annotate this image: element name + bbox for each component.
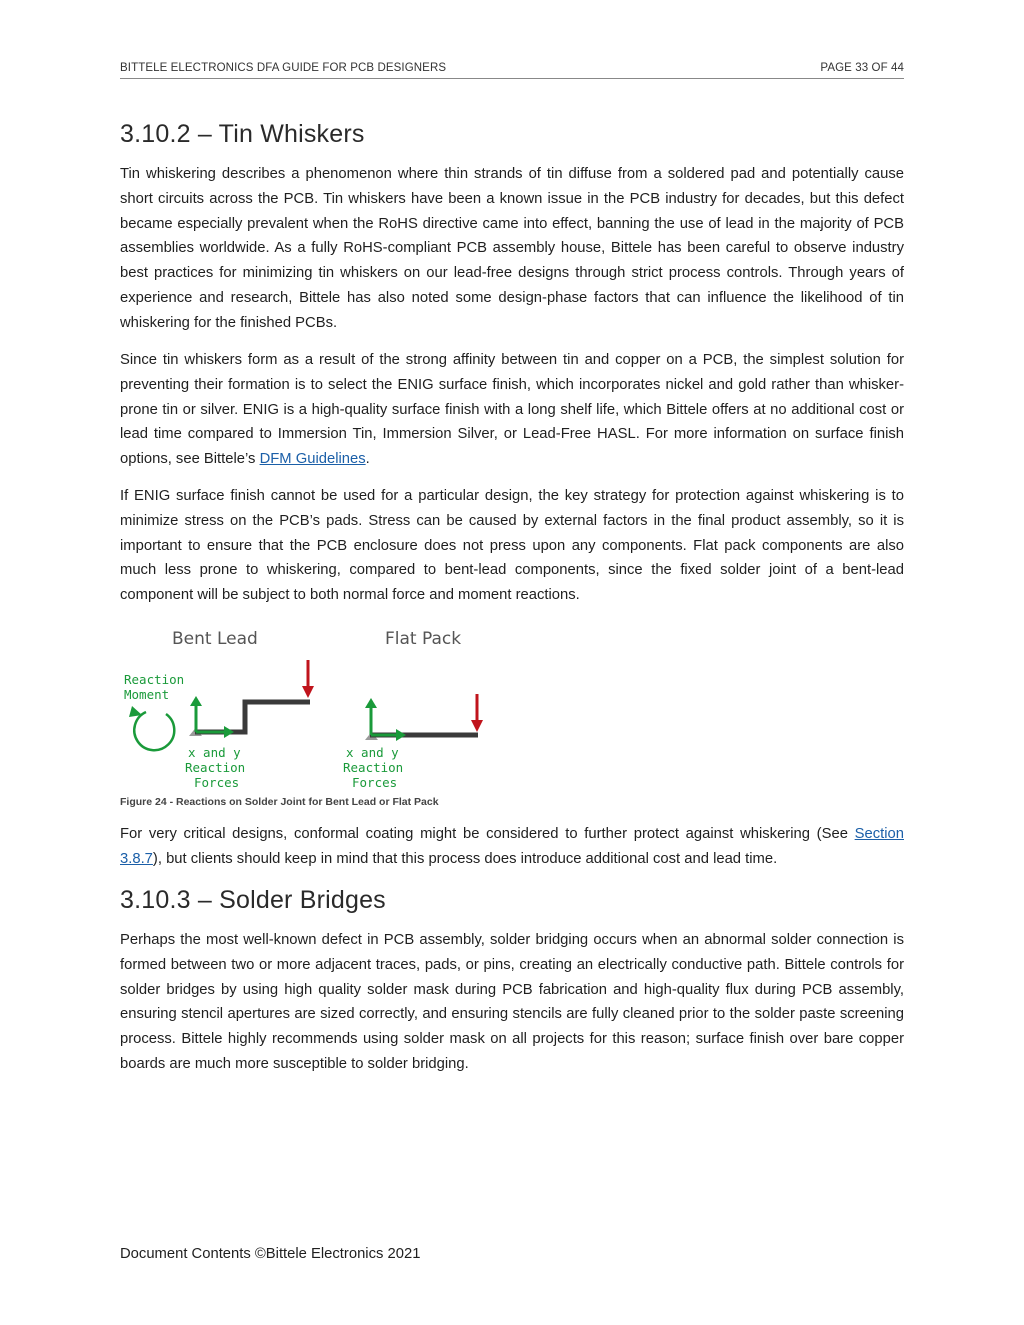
moment-arc	[134, 712, 174, 750]
page-number	[820, 62, 904, 74]
tin-paragraph-4	[120, 822, 904, 872]
bent-y-arrow-head	[190, 696, 202, 706]
flat-forces-2: Reaction	[343, 760, 404, 775]
tin-paragraph-2	[120, 348, 904, 472]
header-title: BITTELE ELECTRONICS DFA GUIDE FOR PCB DESIGNERS	[120, 62, 447, 74]
reactions-diagram	[120, 622, 500, 792]
page-prefix: PAGE	[820, 62, 852, 74]
bent-forces-1: x and y	[188, 745, 241, 760]
flat-load-arrow-head	[471, 720, 483, 732]
page-total: 44	[891, 62, 904, 74]
bent-forces-2: Reaction	[185, 760, 246, 775]
label-reaction-moment-1: Reaction	[124, 672, 185, 687]
dfm-guidelines-link[interactable]: DFM Guidelines	[259, 451, 366, 468]
label-reaction-moment-2: Moment	[124, 687, 170, 702]
label-flat-pack: Flat Pack	[385, 629, 462, 649]
bridges-paragraph-1: Perhaps the most well-known defect in PCB assembly, solder bridging occurs when an abnormal solder connection is formed between two or more adjacent traces, pads, or pins, creating an electrically conductive path. Bittele controls for solder bridges by using high quality solder mask during PCB fabrication and high-quality flux during PCB assembly, ensuring stencil apertures are sized correctly, and ensuring stencils are fully cleaned prior to the solder paste screening process. Bittele highly recommends using solder mask on all projects for this reason; surface finish over bare copper boards are much more susceptible to solder bridging.	[120, 932, 904, 1072]
page-header	[120, 62, 904, 79]
label-bent-lead: Bent Lead	[172, 629, 258, 649]
tin-paragraph-2-text: Since tin whiskers form as a result of the strong affinity between tin and copper on a PCB, the simplest solution for preventing their formation is to select the ENIG surface finish, which incorporates nickel and gold rather than whisker-prone tin or silver. ENIG is a high-quality surface finish with a long shelf life, which Bittele offers at no additional cost or lead time compared to Immersion Tin, Immersion Silver, or Lead-Free HASL. For more information on surface finish options, see Bittele’s	[120, 352, 904, 468]
page-current: 33	[855, 62, 869, 74]
figure-caption: Figure 24 - Reactions on Solder Joint for Bent Lead or Flat Pack	[120, 796, 439, 808]
tin-paragraph-2-end: .	[365, 451, 370, 468]
tin-paragraph-3: If ENIG surface finish cannot be used for a particular design, the key strategy for protection against whiskering is to minimize stress on the PCB’s pads. Stress can be caused by external factors in the final product assembly, so it is important to ensure that the PCB enclosure does not press upon any components. Flat pack components are also much less prone to whiskering, compared to bent-lead components, since the fixed solder joint of a bent-lead component will be subject to both normal force and moment reactions.	[120, 488, 904, 604]
tin-paragraph-4-end: ), but clients should keep in mind that this process does introduce additional cost and lead time.	[152, 850, 778, 867]
bent-lead-shape	[195, 702, 310, 732]
flat-y-arrow-head	[365, 698, 377, 708]
section-title-tin-whiskers: 3.10.2 – Tin Whiskers	[120, 120, 365, 148]
reactions-figure	[120, 622, 500, 792]
bent-load-arrow-head	[302, 686, 314, 698]
section-title-solder-bridges: 3.10.3 – Solder Bridges	[120, 886, 386, 914]
page-footer: Document Contents ©Bittele Electronics 2021	[120, 1246, 421, 1262]
flat-x-arrow-head	[396, 729, 406, 741]
tin-paragraph-4-text: For very critical designs, conformal coating might be considered to further protect against whiskering (See	[120, 826, 855, 842]
page-of: OF	[871, 62, 888, 74]
tin-paragraph-1: Tin whiskering describes a phenomenon where thin strands of tin diffuse from a soldered pad and potentially cause short circuits across the PCB. Tin whiskers have been a known issue in the PCB industry for decades, but this defect became especially prevalent when the RoHS directive came into effect, banning the use of lead in the majority of PCB assemblies worldwide. As a fully RoHS-compliant PCB assembly house, Bittele has been careful to observe industry best practices for minimizing tin whiskers on our lead-free designs through strict process controls. Through years of experience and research, Bittele has also noted some design-phase factors that can influence the likelihood of tin whiskering for the finished PCBs.	[120, 166, 904, 331]
bent-forces-3: Forces	[194, 775, 240, 790]
flat-forces-3: Forces	[352, 775, 398, 790]
bent-x-arrow-head	[224, 726, 234, 738]
flat-forces-1: x and y	[346, 745, 399, 760]
section-3-8-7-link[interactable]: Section 3.8.7	[120, 826, 904, 867]
